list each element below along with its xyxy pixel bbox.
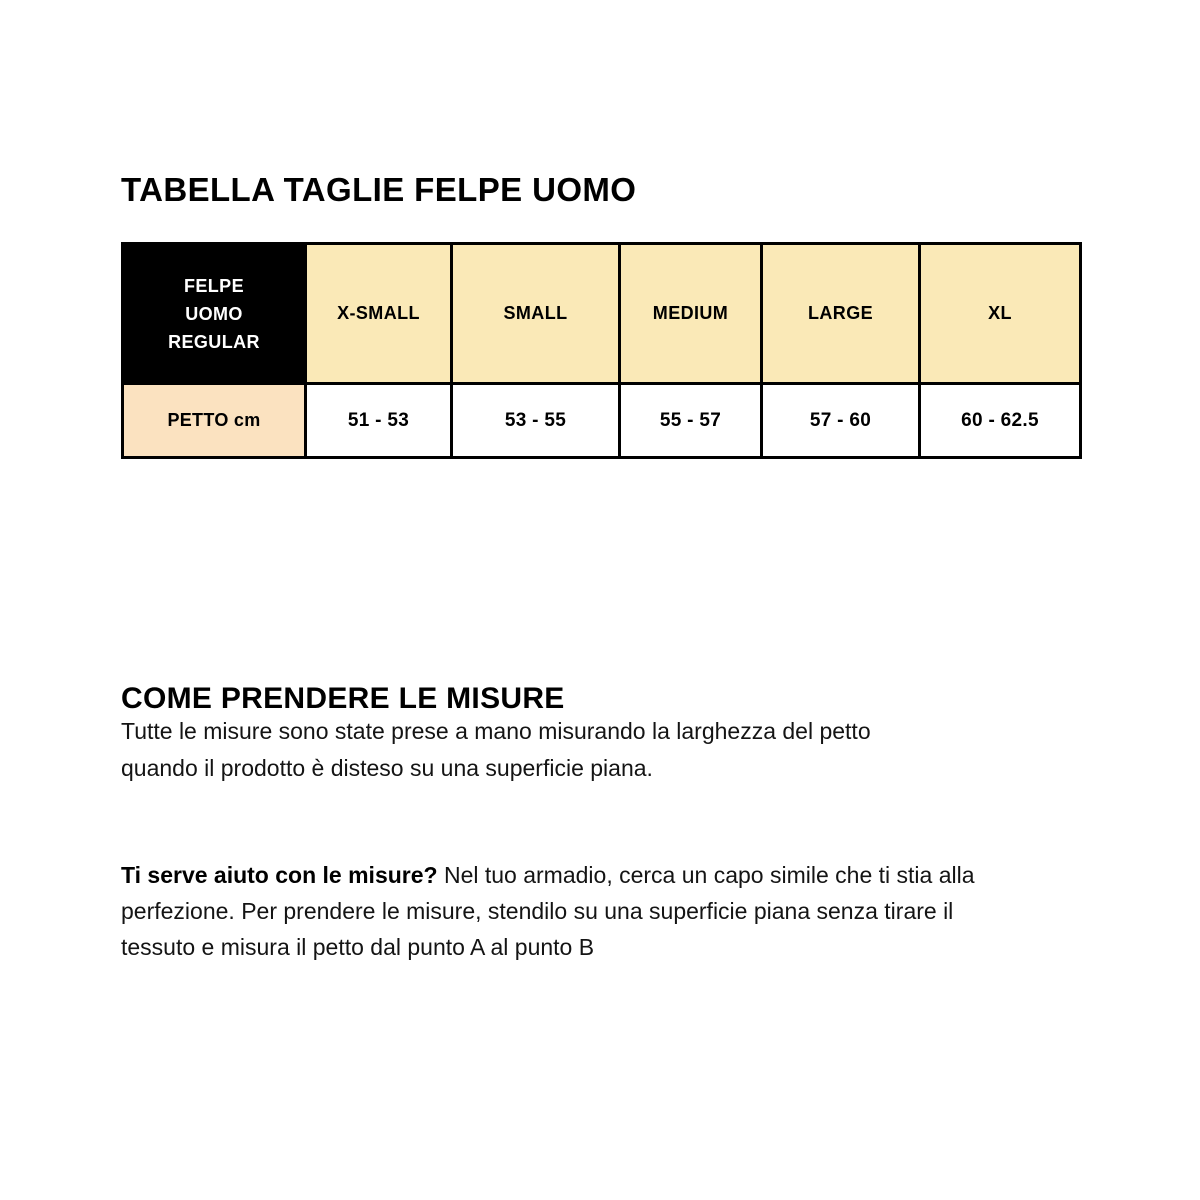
intro-line-1: Tutte le misure sono state prese a mano misurando la larghezza del petto xyxy=(121,718,871,744)
petto-value-medium: 55 - 57 xyxy=(620,384,762,458)
column-header-large: LARGE xyxy=(762,244,920,384)
page-title: TABELLA TAGLIE FELPE UOMO xyxy=(121,171,637,209)
corner-line-1: FELPE xyxy=(183,275,244,296)
corner-line-2: UOMO xyxy=(185,303,243,324)
size-chart-table xyxy=(121,242,1082,459)
table-header-row xyxy=(123,244,1081,384)
column-header-xsmall: X-SMALL xyxy=(306,244,452,384)
measure-section-heading: COME PRENDERE LE MISURE xyxy=(121,681,565,715)
help-line-2: perfezione. Per prendere le misure, stendilo su una superficie piana senza tirare il xyxy=(121,898,954,924)
help-line-1-rest: Nel tuo armadio, cerca un capo simile che ti stia alla xyxy=(437,862,975,888)
help-line-3: tessuto e misura il petto dal punto A al punto B xyxy=(121,934,595,960)
table-row-petto xyxy=(123,384,1081,458)
petto-value-xl: 60 - 62.5 xyxy=(920,384,1081,458)
help-line-1 xyxy=(121,857,1111,893)
petto-value-large: 57 - 60 xyxy=(762,384,920,458)
measure-help-paragraph xyxy=(121,857,1111,965)
table-corner-cell xyxy=(123,244,306,384)
help-bold-lead: Ti serve aiuto con le misure? xyxy=(121,862,438,888)
column-header-small: SMALL xyxy=(452,244,620,384)
petto-value-xsmall: 51 - 53 xyxy=(306,384,452,458)
column-header-xl: XL xyxy=(920,244,1081,384)
measure-intro-paragraph xyxy=(121,713,1101,787)
petto-value-small: 53 - 55 xyxy=(452,384,620,458)
row-label-petto: PETTO cm xyxy=(123,384,306,458)
corner-line-3: REGULAR xyxy=(168,331,260,352)
intro-line-2: quando il prodotto è disteso su una superficie piana. xyxy=(121,755,653,781)
column-header-medium: MEDIUM xyxy=(620,244,762,384)
